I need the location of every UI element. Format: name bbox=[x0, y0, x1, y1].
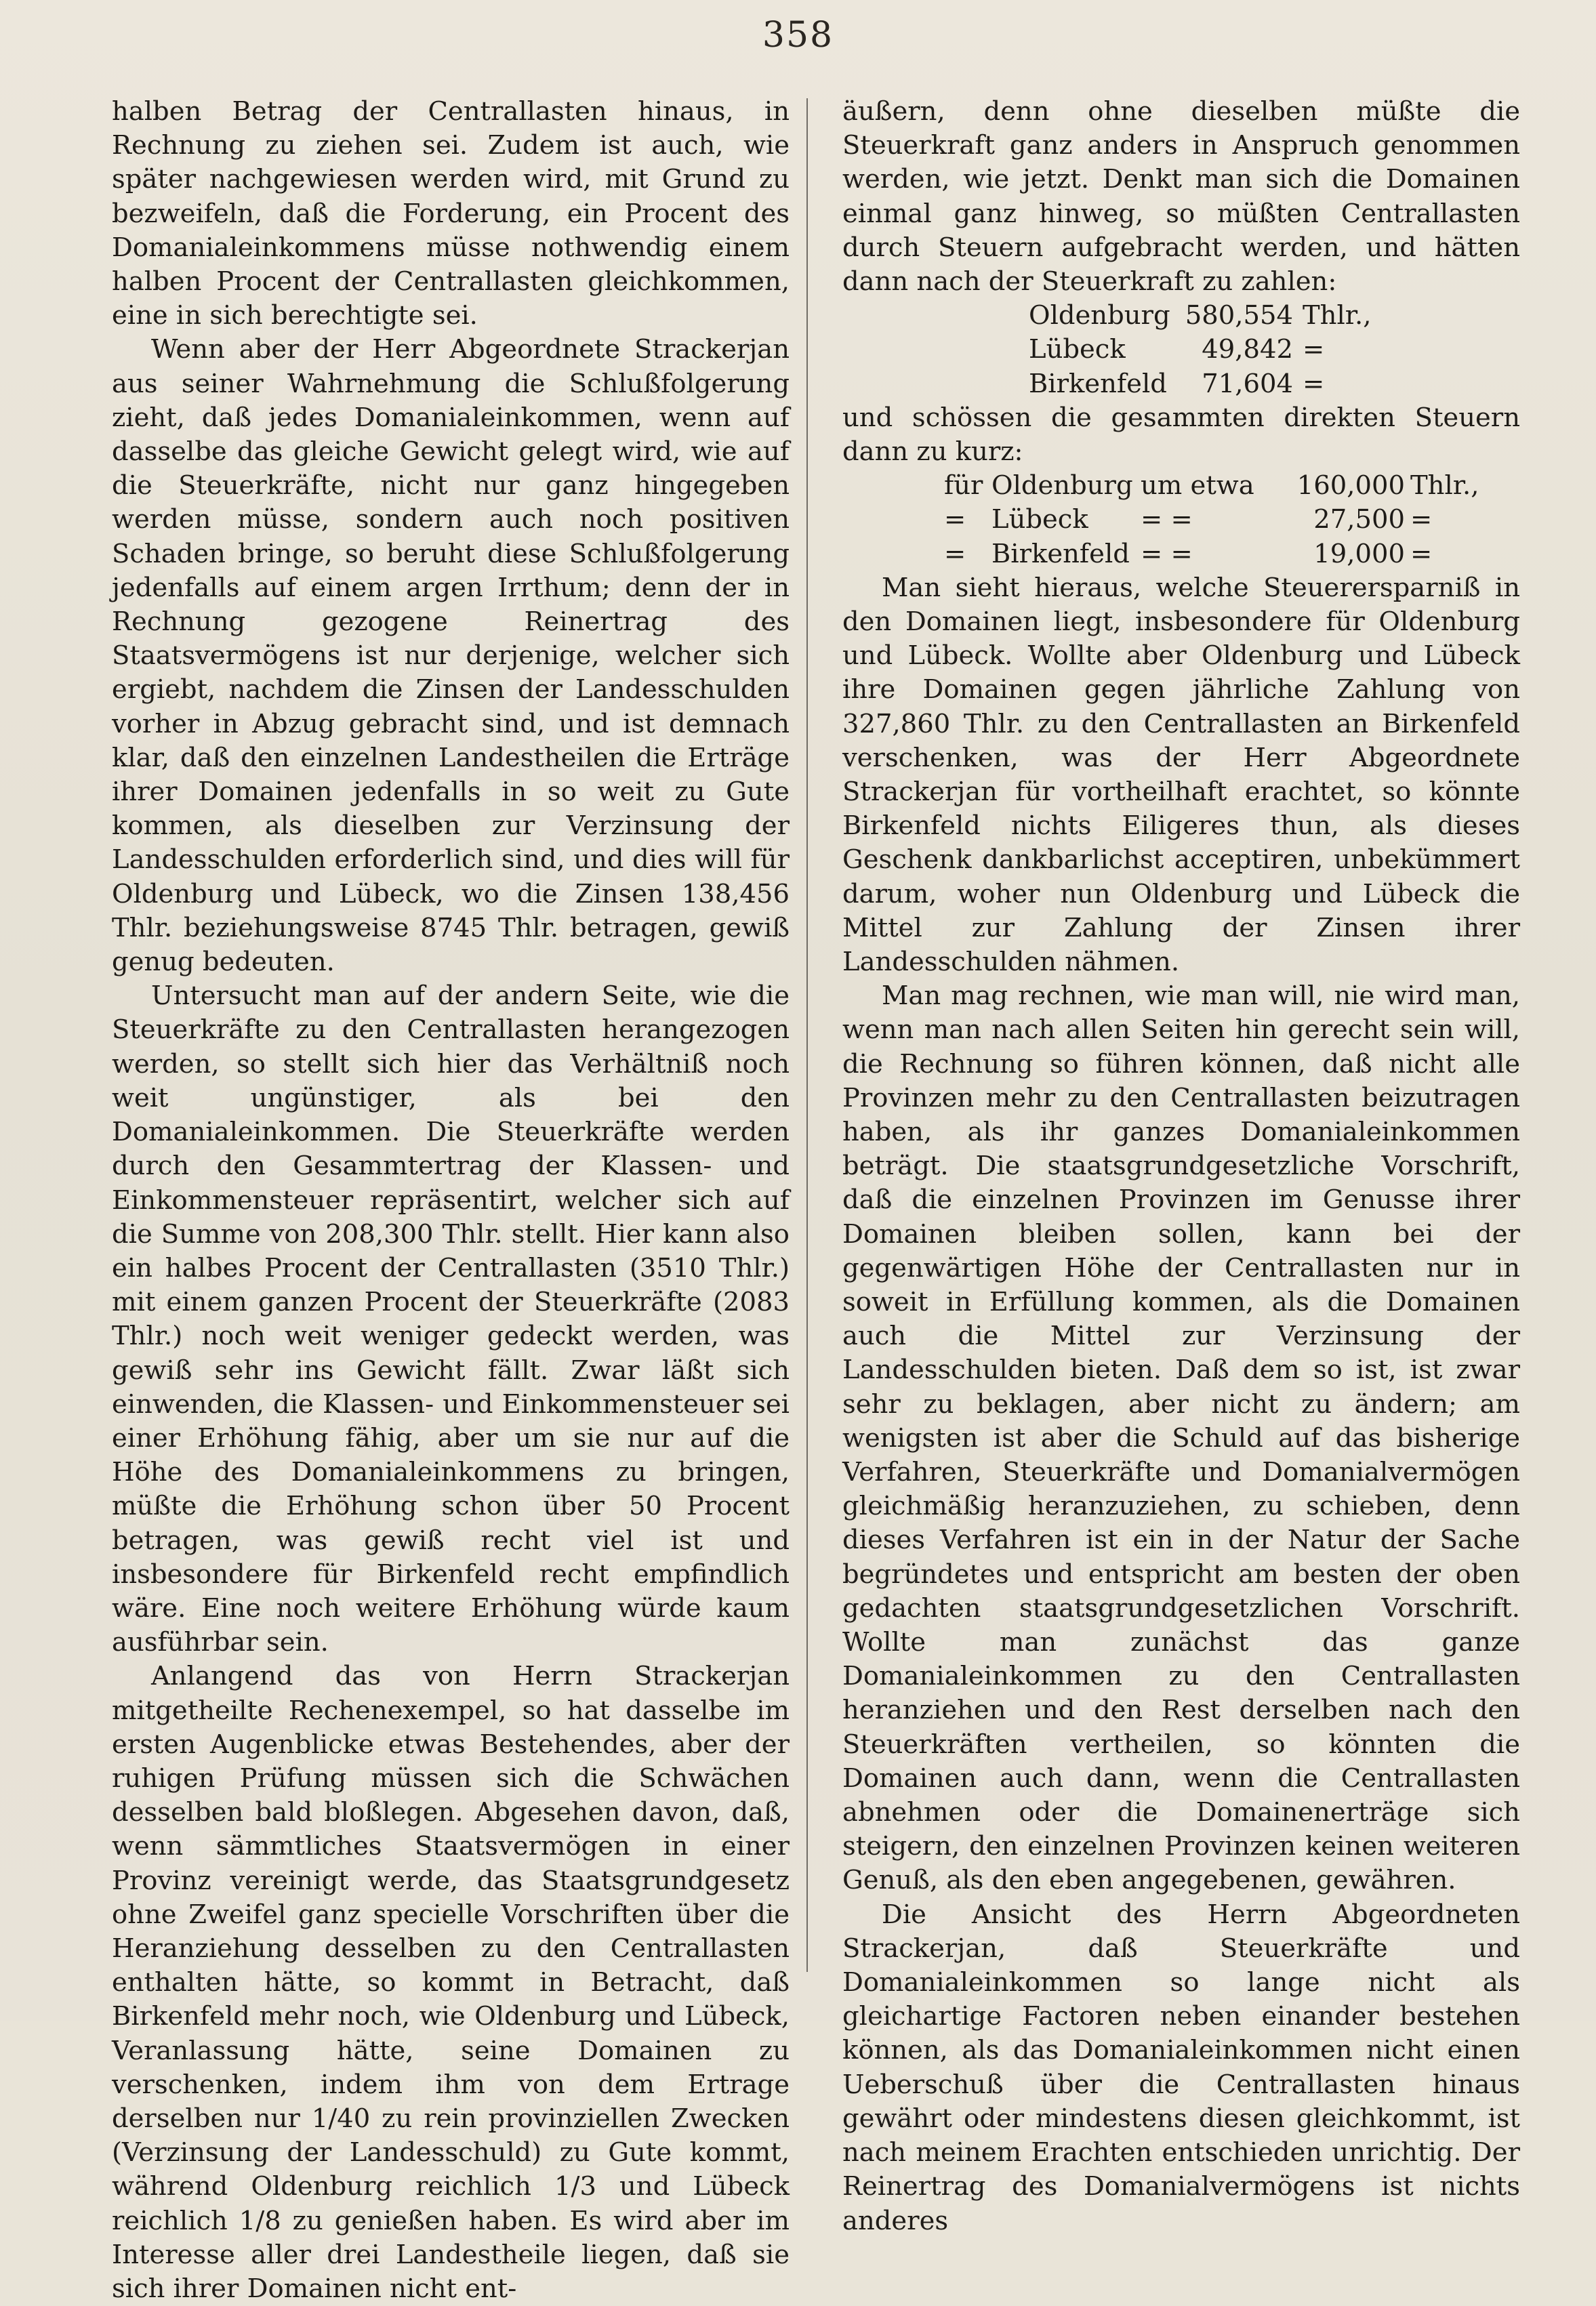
right-column bbox=[842, 95, 1520, 2238]
table-cell-place: Oldenburg bbox=[991, 470, 1133, 501]
table-cell-unit: = bbox=[1303, 368, 1325, 399]
table-row bbox=[842, 299, 1520, 333]
table-cell-place: Lübeck bbox=[991, 504, 1088, 535]
table-cell-prefix: für bbox=[944, 470, 983, 501]
shortfall-table bbox=[842, 469, 1520, 571]
table-cell-place: Birkenfeld bbox=[1029, 368, 1167, 399]
paragraph-right-intro: äußern, denn ohne dieselben müßte die Steuerkraft ganz anders in Anspruch genommen werden, wie jetzt. Denkt man sich die Domainen einmal ganz hinweg, so müßten Centrallasten durch Steuern aufgebracht werden, und hätten dann nach der Steuerkraft zu zahlen: bbox=[842, 96, 1520, 297]
page-number: 358 bbox=[762, 15, 834, 56]
table-row bbox=[842, 537, 1520, 571]
table-row bbox=[842, 367, 1520, 401]
table-cell-prefix: = bbox=[944, 504, 966, 535]
paragraph-left-1: halben Betrag der Centrallasten hinaus, in Rechnung zu ziehen sei. Zudem ist auch, wie später nachgewiesen werden wird, mit Grund zu bezweifeln, daß die Forderung, ein Procent des Domanialeinkommens müsse nothwendig einem halben Procent der Centrallasten gleichkommen, eine in sich berechtigte sei. bbox=[112, 96, 790, 331]
table-cell-unit: = bbox=[1410, 538, 1433, 569]
table-cell-amount: 49,842 bbox=[1202, 334, 1293, 365]
table-cell-qualifier: = = bbox=[1141, 538, 1193, 569]
table-cell-unit: = bbox=[1303, 334, 1325, 365]
table-cell-prefix: = bbox=[944, 538, 966, 569]
paragraph-right-1: Man sieht hieraus, welche Steuerersparniß in den Domainen liegt, insbesondere für Oldenburg und Lübeck. Wollte aber Oldenburg und Lübeck ihre Domainen gegen jährliche Zahlung von 327,860 Thlr. zu den Centrallasten an Birkenfeld verschenken, was der Herr Abgeordnete Strackerjan für vortheilhaft erachtet, so könnte Birkenfeld nichts Eiligeres thun, als dieses Geschenk dankbarlichst acceptiren, unbekümmert darum, woher nun Oldenburg und Lübeck die Mittel zur Zahlung der Zinsen ihrer Landesschulden nähmen. bbox=[842, 572, 1520, 977]
paragraph-right-2: Man mag rechnen, wie man will, nie wird man, wenn man nach allen Seiten hin gerecht sein will, die Rechnung so führen können, daß nicht alle Provinzen mehr zu den Centrallasten beizutragen haben, als ihr ganzes Domanialeinkommen beträgt. Die staatsgrundgesetzliche Vorschrift, daß die einzelnen Provinzen im Genusse ihrer Domainen bleiben sollen, kann bei der gegenwärtigen Höhe der Centrallasten nur in soweit in Erfüllung kommen, als die Domainen auch die Mittel zur Verzinsung der Landesschulden bieten. Daß dem so ist, ist zwar sehr zu beklagen, aber nicht zu ändern; am wenigsten ist aber die Schuld auf das bisherige Verfahren, Steuerkräfte und Domanialvermögen gleichmäßig heranzuziehen, zu schieben, denn dieses Verfahren ist ein in der Natur der Sache begründetes und entspricht am besten der oben gedachten staatsgrundgesetzlichen Vorschrift. Wollte man zunächst das ganze Domanialeinkommen zu den Centrallasten heranziehen und den Rest derselben nach den Steuerkräften vertheilen, so könnten die Domainen auch dann, wenn die Centrallasten abnehmen oder die Domainenerträge sich steigern, den einzelnen Provinzen keinen weiteren Genuß, als den eben angegebenen, gewähren. bbox=[842, 981, 1520, 1896]
table-row bbox=[842, 469, 1520, 503]
left-column bbox=[112, 95, 790, 2306]
tax-burden-table bbox=[842, 299, 1520, 401]
table-cell-unit: Thlr., bbox=[1410, 470, 1479, 501]
table-cell-amount: 160,000 bbox=[1296, 470, 1405, 501]
table-cell-place: Oldenburg bbox=[1029, 300, 1170, 331]
column-divider bbox=[806, 98, 808, 1972]
paragraph-left-4: Anlangend das von Herrn Strackerjan mitgetheilte Rechenexempel, so hat dasselbe im ersten Augenblicke etwas Bestehendes, aber der ruhigen Prüfung müssen sich die Schwächen desselben bald bloßlegen. Abgesehen davon, daß, wenn sämmtliches Staatsvermögen in einer Provinz vereinigt werde, das Staatsgrundgesetz ohne Zweifel ganz specielle Vorschriften über die Heranziehung desselben zu den Centrallasten enthalten hätte, so kommt in Betracht, daß Birkenfeld mehr noch, wie Oldenburg und Lübeck, Veranlassung hätte, seine Domainen zu verschenken, indem ihm von dem Ertrage derselben nur 1/40 zu rein provinziellen Zwecken (Verzinsung der Landesschuld) zu Gute kommt, während Oldenburg reichlich 1/3 und Lübeck reichlich 1/8 zu genießen haben. Es wird aber im Interesse aller drei Landestheile liegen, daß sie sich ihrer Domainen nicht ent- bbox=[112, 1661, 790, 2304]
table-row bbox=[842, 503, 1520, 537]
table-cell-amount: 71,604 bbox=[1202, 368, 1293, 399]
paragraph-right-3: Die Ansicht des Herrn Abgeordneten Strackerjan, daß Steuerkräfte und Domanialeinkommen so lange nicht als gleichartige Factoren neben einander bestehen können, als das Domanialeinkommen nicht einen Ueberschuß über die Centrallasten hinaus gewährt oder mindestens diesen gleichkommt, ist nach meinem Erachten entschieden unrichtig. Der Reinertrag des Domanialvermögens ist nichts anderes bbox=[842, 1899, 1520, 2236]
paragraph-left-2: Wenn aber der Herr Abgeordnete Strackerjan aus seiner Wahrnehmung die Schlußfolgerung zieht, daß jedes Domanialeinkommen, wenn auf dasselbe das gleiche Gewicht gelegt wird, wie auf die Steuerkräfte, nicht nur ganz hingegeben werden müsse, sondern auch noch positiven Schaden bringe, so beruht diese Schlußfolgerung jedenfalls auf einem argen Irrthum; denn der in Rechnung gezogene Reinertrag des Staatsvermögens ist nur derjenige, welcher sich ergiebt, nachdem die Zinsen der Landesschulden vorher in Abzug gebracht sind, und ist demnach klar, daß den einzelnen Landestheilen die Erträge ihrer Domainen jedenfalls in so weit zu Gute kommen, als dieselben zur Verzinsung der Landesschulden erforderlich sind, und dies will für Oldenburg und Lübeck, wo die Zinsen 138,456 Thlr. beziehungsweise 8745 Thlr. betragen, gewiß genug bedeuten. bbox=[112, 334, 790, 978]
table-cell-amount: 27,500 bbox=[1313, 504, 1405, 535]
paragraph-left-3: Untersucht man auf der andern Seite, wie die Steuerkräfte zu den Centrallasten herangezogen werden, so stellt sich hier das Verhältniß noch weit ungünstiger, als bei den Domanialeinkommen. Die Steuerkräfte werden durch den Gesammtertrag der Klassen- und Einkommensteuer repräsentirt, welcher sich auf die Summe von 208,300 Thlr. stellt. Hier kann also ein halbes Procent der Centrallasten (3510 Thlr.) mit einem ganzen Procent der Steuerkräfte (2083 Thlr.) noch weit weniger gedeckt werden, was gewiß sehr ins Gewicht fällt. Zwar läßt sich einwenden, die Klassen- und Einkommensteuer sei einer Erhöhung fähig, aber um sie nur auf die Höhe des Domanialeinkommens zu bringen, müßte die Erhöhung schon über 50 Procent betragen, was gewiß recht viel ist und insbesondere für Birkenfeld recht empfindlich wäre. Eine noch weitere Erhöhung würde kaum ausführbar sein. bbox=[112, 981, 790, 1658]
table-cell-amount: 580,554 bbox=[1185, 300, 1293, 331]
table-cell-place: Lübeck bbox=[1029, 334, 1126, 365]
table-cell-qualifier: = = bbox=[1141, 504, 1193, 535]
table-cell-unit: Thlr., bbox=[1303, 300, 1372, 331]
table-cell-qualifier: um etwa bbox=[1141, 470, 1254, 501]
paragraph-right-mid: und schössen die gesammten direkten Steuern dann zu kurz: bbox=[842, 402, 1520, 467]
table-cell-place: Birkenfeld bbox=[991, 538, 1130, 569]
table-row bbox=[842, 333, 1520, 367]
table-cell-unit: = bbox=[1410, 504, 1433, 535]
table-cell-amount: 19,000 bbox=[1313, 538, 1405, 569]
